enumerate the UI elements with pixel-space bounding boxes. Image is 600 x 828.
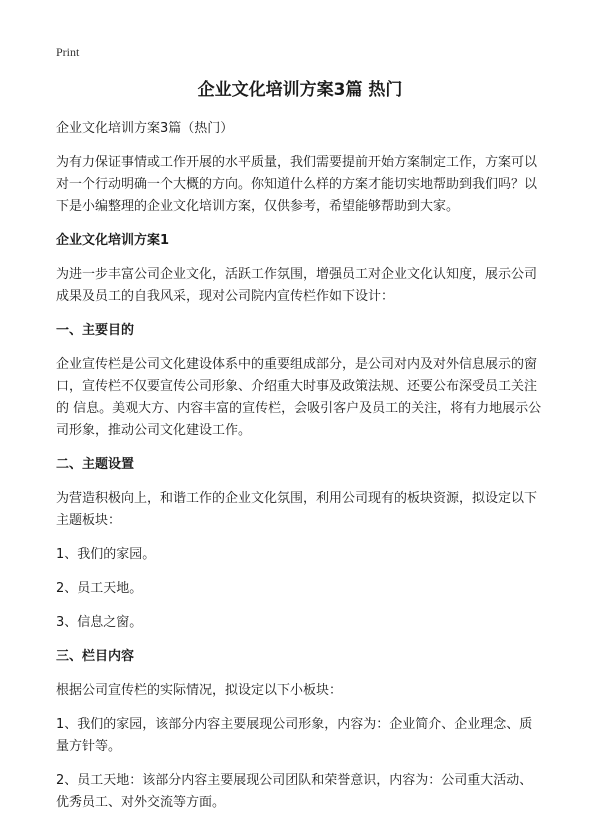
heading-main-purpose: 一、主要目的 [56, 323, 135, 338]
column-intro-paragraph: 根据公司宣传栏的实际情况，拟设定以下小板块： [56, 683, 343, 698]
intro-paragraph: 为有力保证事情或工作开展的水平质量，我们需要提前开始方案制定工作，方案可以对一个行动明确一个大概的方向。你知道什么样的方案才能切实地帮助到我们吗？以下是小编整理的企业文化培训方案，仅供参考，希望能够帮助到大家。 [56, 155, 538, 214]
section-heading: 企业文化培训方案1 [56, 233, 170, 248]
topic-item: 3、信息之窗。 [56, 615, 143, 630]
topic-item: 2、员工天地。 [56, 581, 143, 596]
heading-theme-setting: 二、主题设置 [56, 457, 135, 472]
purpose-paragraph: 企业宣传栏是公司文化建设体系中的重要组成部分，是公司对内及对外信息展示的窗口，宣传栏不仅要宣传公司形象、介绍重大时事及政策法规、还要公布深受员工关注的 信息。美观大方、内容丰富的宣传栏，会吸引客户及员工的关注，将有力地展示公司形象，推动公司文化建设工作。 [56, 357, 542, 438]
column-item-staff: 2、员工天地：该部分内容主要展现公司团队和荣誉意识，内容为：公司重大活动、优秀员工、对外交流等方面。 [56, 773, 533, 810]
theme-paragraph: 为营造积极向上，和谐工作的企业文化氛围，利用公司现有的板块资源，拟设定以下主题板块： [56, 491, 538, 528]
heading-column-content: 三、栏目内容 [56, 649, 135, 664]
section-intro-paragraph: 为进一步丰富公司企业文化，活跃工作氛围，增强员工对企业文化认知度，展示公司成果及员工的自我风采，现对公司院内宣传栏作如下设计： [56, 267, 538, 304]
topic-item: 1、我们的家园。 [56, 547, 156, 562]
print-label[interactable]: Print [56, 45, 80, 59]
column-item-home: 1、我们的家园，该部分内容主要展现公司形象，内容为：企业简介、企业理念、质量方针等。 [56, 717, 533, 754]
document-subtitle: 企业文化培训方案3篇（热门） [56, 121, 234, 136]
document-title: 企业文化培训方案3篇 热门 [197, 80, 403, 100]
